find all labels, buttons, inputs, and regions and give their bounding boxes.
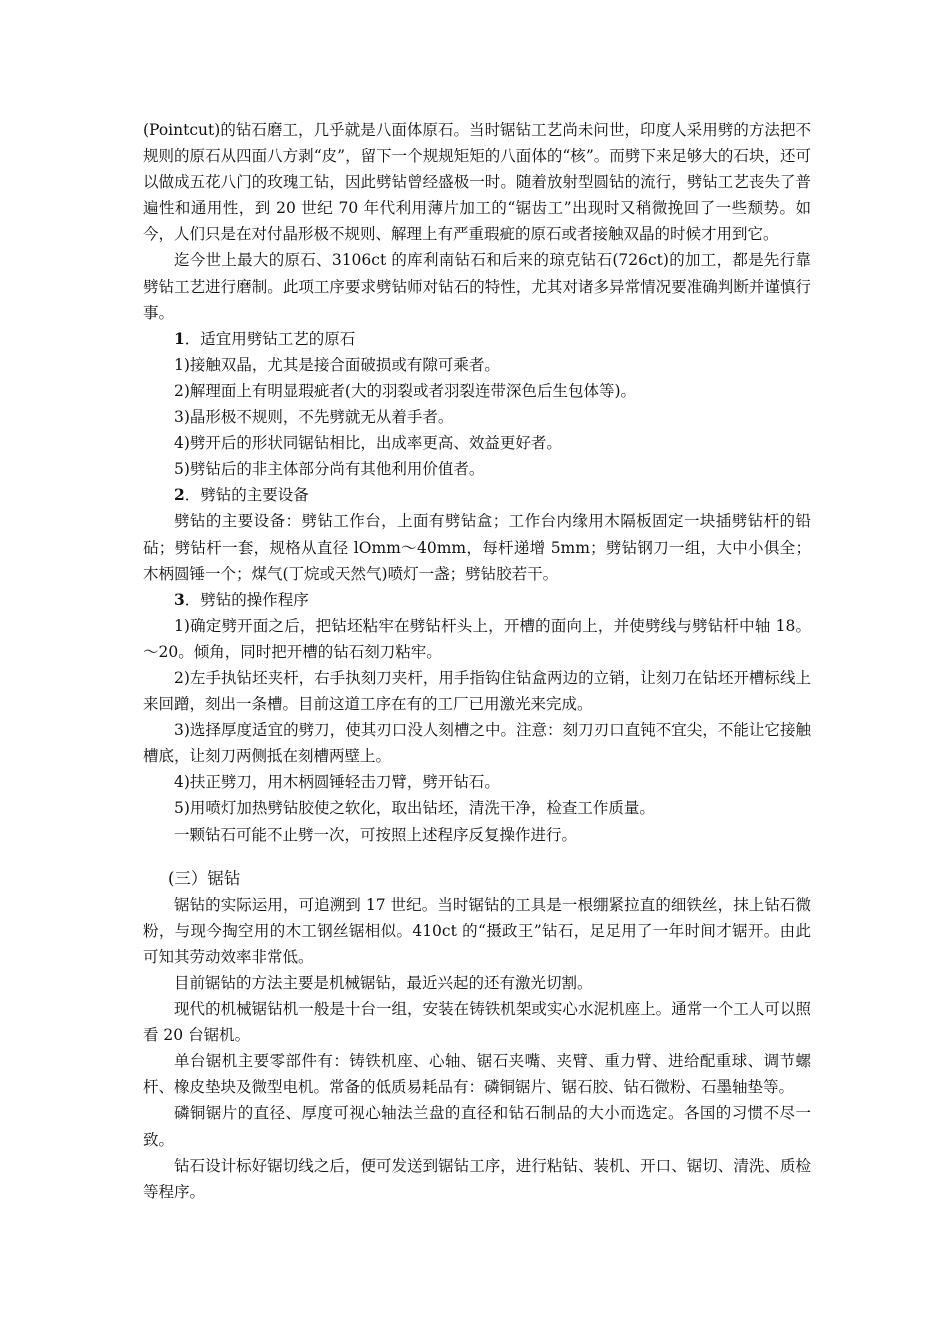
list-item: 2)解理面上有明显瑕疵者(大的羽裂或者羽裂连带深色后生包体等)。 [174, 381, 637, 400]
procedure-step: 5)用喷灯加热劈钻胶使之软化，取出钻坯，清洗干净，检查工作质量。 [174, 799, 655, 818]
paragraph-sawing-machines: 现代的机械锯钻机一般是十台一组，安装在铸铁机架或实心水泥机座上。通常一个工人可以照看 20 台锯机。 [143, 1000, 811, 1045]
paragraph-sawing-methods: 目前锯钻的方法主要是机械锯钻，最近兴起的还有激光切割。 [174, 974, 593, 992]
heading-number: 2 [174, 485, 185, 505]
list-item: 5)劈钻后的非主体部分尚有其他利用价值者。 [174, 460, 485, 479]
paragraph-saw-blades: 磷铜锯片的直径、厚度可视心轴法兰盘的直径和钻石制品的大小而选定。各国的习惯不尽一致。 [143, 1104, 811, 1149]
section-title-sawing: (三）锯钻 [168, 868, 241, 888]
heading-text: ．适宜用劈钻工艺的原石 [184, 329, 356, 348]
list-item: 3)晶形极不规则，不先劈就无从着手者。 [174, 408, 454, 427]
procedure-step: 1)确定劈开面之后，把钻坯粘牢在劈钻杆头上，开槽的面向上，并使劈线与劈钻杆中轴 18。～20。倾角，同时把开槽的钻石刻刀粘牢。 [143, 616, 811, 661]
heading-procedure [143, 587, 811, 613]
heading-number: 1 [174, 328, 185, 348]
heading-suitable-stones [143, 326, 811, 352]
procedure-step: 3)选择厚度适宜的劈刀，使其刃口没人刻槽之中。注意：刻刀刃口直钝不宜尖，不能让它接触槽底，让刻刀两侧抵在刻槽两壁上。 [143, 721, 811, 766]
document-body [143, 117, 811, 1205]
paragraph-sawing-history: 锯钻的实际运用，可追溯到 17 世纪。当时锯钻的工具是一根绷紧拉直的细铁丝，抹上钻石微粉，与现今掏空用的木工钢丝锯相似。410ct 的“摄政王”钻石，足足用了一年时间才锯开。由此可知其劳动效率非常低。 [143, 895, 811, 966]
paragraph-cullinan: 迄今世上最大的原石、3106ct 的库利南钻石和后来的琼克钻石(726ct)的加工，都是先行靠劈钻工艺进行磨制。此项工序要求劈钻师对钻石的特性，尤其对诸多异常情况要准确判断并谨慎行事。 [143, 251, 811, 322]
heading-text: ．劈钻的操作程序 [184, 590, 309, 609]
list-item: 4)劈开后的形状同锯钻相比，出成率更高、效益更好者。 [174, 434, 562, 453]
heading-text: ．劈钻的主要设备 [184, 486, 309, 505]
procedure-note: 一颗钻石可能不止劈一次，可按照上述程序反复操作进行。 [174, 825, 578, 844]
list-item: 1)接触双晶，尤其是接合面破损或有隙可乘者。 [174, 355, 500, 374]
heading-number: 3 [174, 589, 185, 609]
paragraph-machine-parts: 单台锯机主要零部件有：铸铁机座、心轴、锯石夹嘴、夹臂、重力臂、进给配重球、调节螺杆、橡皮垫块及微型电机。常备的低质易耗品有：磷铜锯片、锯石胶、钻石微粉、石墨轴垫等。 [143, 1052, 811, 1097]
paragraph-equipment: 劈钻的主要设备：劈钻工作台，上面有劈钻盒；工作台内缘用木隔板固定一块插劈钻杆的铅砧；劈钻杆一套，规格从直径 lOmm～40mm，每杆递增 5mm；劈钻钢刀一组，大中小俱全；木柄圆锤一个；煤气(丁烷或天然气)喷灯一盏；劈钻胶若干。 [143, 512, 811, 583]
procedure-step: 2)左手执钻坯夹杆，右手执刻刀夹杆，用手指钩住钻盒两边的立销，让刻刀在钻坯开槽标线上来回蹭，刻出一条槽。目前这道工序在有的工厂已用激光来完成。 [143, 668, 811, 714]
paragraph-sawing-process: 钻石设计标好锯切线之后，便可发送到锯钻工序，进行粘钻、装机、开口、锯切、清洗、质检等程序。 [143, 1156, 811, 1201]
heading-equipment [143, 482, 811, 508]
procedure-step: 4)扶正劈刀，用木柄圆锤轻击刀臂，劈开钻石。 [174, 773, 500, 792]
paragraph-pointcut: (Pointcut)的钻石磨工，几乎就是八面体原石。当时锯钻工艺尚未问世，印度人采用劈的方法把不规则的原石从四面八方剥“皮”，留下一个规规矩矩的八面体的“核”。而劈下来足够大的石块，还可以做成五花八门的玫瑰工钻，因此劈钻曾经盛极一时。随着放射型圆钻的流行，劈钻工艺丧失了普遍性和通用性，到 20 世纪 70 年代利用薄片加工的“锯齿工”出现时又稍微挽回了一些颓势。如今，人们只是在对付晶形极不规则、解理上有严重瑕疵的原石或者接触双晶的时候才用到它。 [143, 121, 811, 244]
